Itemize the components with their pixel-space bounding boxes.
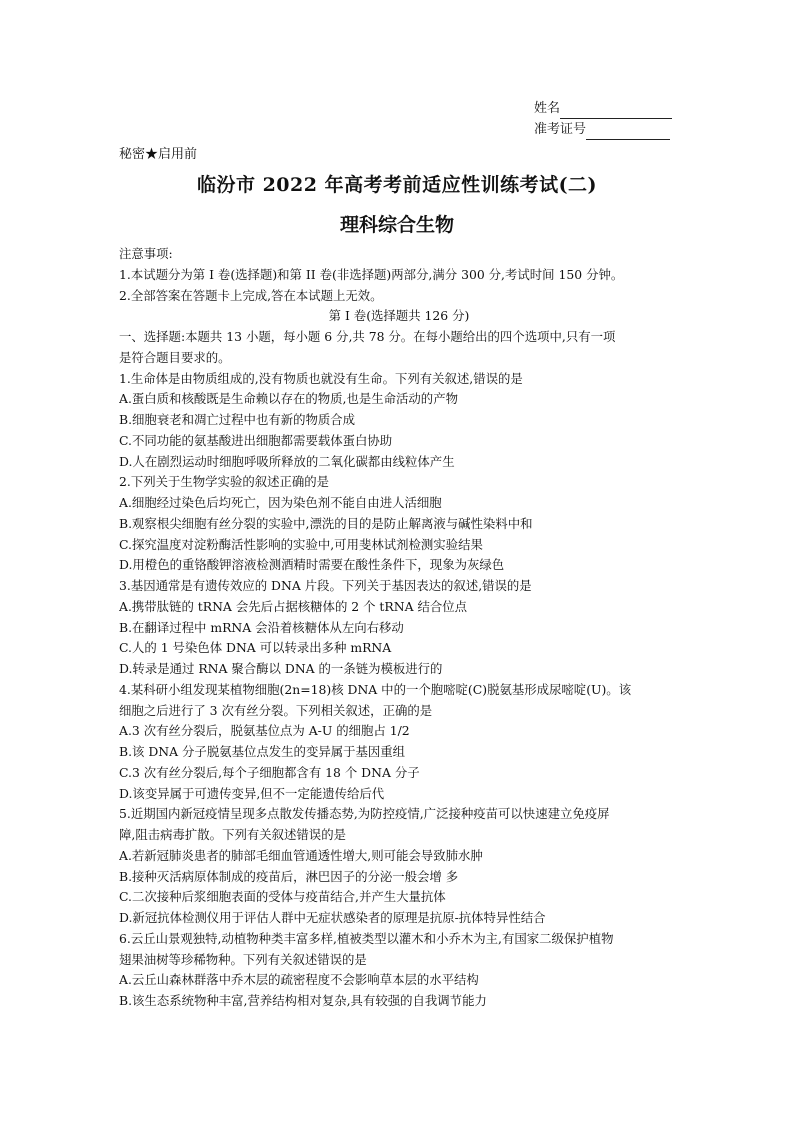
exam-id-label: 准考证号 [534,122,587,137]
confidential-mark: 秘密★启用前 [119,147,198,162]
answer-option: B.观察根尖细胞有丝分裂的实验中,漂洗的目的是防止解离液与碱性染料中和 [119,515,533,531]
exam-body [119,244,679,1012]
answer-option: B.在翻译过程中 mRNA 会沿着核糖体从左向右移动 [119,619,404,635]
question-stem: 翅果油树等珍稀物种。下列有关叙述错误的是 [119,951,367,967]
question-stem: 3.基因通常是有遗传效应的 DNA 片段。下列关于基因表达的叙述,错误的是 [119,578,532,593]
answer-option: D.该变异属于可遗传变异,但不一定能遗传给后代 [119,785,385,801]
answer-option: A.蛋白质和核酸既是生命赖以存在的物质,也是生命活动的产物 [119,391,458,407]
candidate-info [534,98,672,140]
answer-option: B.接种灭活病原体制成的疫苗后，淋巴因子的分泌一般会增 多 [119,868,459,884]
answer-option: D.转录是通过 RNA 聚合酶以 DNA 的一条链为模板进行的 [119,661,443,676]
answer-option: A.若新冠肺炎患者的肺部毛细血管通透性增大,则可能会导致肺水肿 [119,847,483,863]
answer-option: C.探究温度对淀粉酶活性影响的实验中,可用斐林试剂检测实验结果 [119,536,483,552]
answer-option: D.人在剧烈运动时细胞呼吸所释放的二氧化碳都由线粒体产生 [119,453,455,469]
question-stem: 障,阻击病毒扩散。下列有关叙述错误的是 [119,827,346,842]
instruction-line: 是符合题目要求的。 [119,349,231,365]
answer-option: C.不同功能的氨基酸进出细胞都需要载体蛋白协助 [119,432,393,448]
exam-title: 临汾市 2022 年高考考前适应性训练考试(二) [196,174,598,196]
name-blank[interactable] [560,103,672,119]
answer-option: A.携带肽链的 tRNA 会先后占据核糖体的 2 个 tRNA 结合位点 [119,598,468,614]
answer-option: A.3 次有丝分裂后，脱氨基位点为 A-U 的细胞占 1/2 [119,723,410,739]
answer-option: A.云丘山森林群落中乔木层的疏密程度不会影响草本层的水平结构 [119,972,479,988]
question-stem: 1.生命体是由物质组成的,没有物质也就没有生命。下列有关叙述,错误的是 [119,370,523,386]
exam-id-field[interactable] [534,119,672,140]
question-stem: 4.某科研小组发现某植物细胞(2n=18)核 DNA 中的一个胞嘧啶(C)脱氨基形成尿嘧啶(U)。该 [119,681,632,697]
question-stem: 细胞之后进行了 3 次有丝分裂。下列相关叙述，正确的是 [119,702,433,718]
name-field[interactable] [534,98,672,119]
answer-option: C.人的 1 号染色体 DNA 可以转录出多种 mRNA [119,640,392,656]
name-label: 姓名 [534,101,561,116]
question-stem: 5.近期国内新冠疫情呈现多点散发传播态势,为防控疫情,广泛接种疫苗可以快速建立免疫屏 [119,806,610,822]
exam-id-blank[interactable] [586,124,670,140]
answer-option: A.细胞经过染色后均死亡，因为染色剂不能自由进人活细胞 [119,495,442,510]
answer-option: B.该生态系统物种丰富,营养结构相对复杂,具有较强的自我调节能力 [119,993,487,1008]
exam-subtitle: 理科综合生物 [339,214,454,236]
section-heading: 第 I 卷(选择题共 126 分) [328,308,470,324]
instruction-line: 一、选择题:本题共 13 小题，每小题 6 分,共 78 分。在每小题给出的四个选项中,只有一项 [119,329,616,344]
question-stem: 6.云丘山景观独特,动植物种类丰富多样,植被类型以灌木和小乔木为主,有国家二级保护植物 [119,930,614,946]
answer-option: C.3 次有丝分裂后,每个子细胞都含有 18 个 DNA 分子 [119,764,420,780]
question-stem: 2.下列关于生物学实验的叙述正确的是 [119,474,330,490]
answer-option: D.用橙色的重铬酸钾溶液检测酒精时需要在酸性条件下，现象为灰绿色 [119,557,505,573]
answer-option: B.细胞衰老和凋亡过程中也有新的物质合成 [119,412,356,427]
answer-option: C.二次接种后浆细胞表面的受体与疫苗结合,并产生大量抗体 [119,889,446,905]
answer-option: D.新冠抗体检测仪用于评估人群中无症状感染者的原理是抗原-抗体特异性结合 [119,910,546,925]
notice-heading: 注意事项: [119,246,173,261]
answer-option: B.该 DNA 分子脱氨基位点发生的变异属于基因重组 [119,744,406,759]
notice-item: 2.全部答案在答题卡上完成,答在本试题上无效。 [119,287,383,303]
notice-item: 1.本试题分为第 I 卷(选择题)和第 II 卷(非选择题)两部分,满分 300 分,考试时间 150 分钟。 [119,266,624,282]
